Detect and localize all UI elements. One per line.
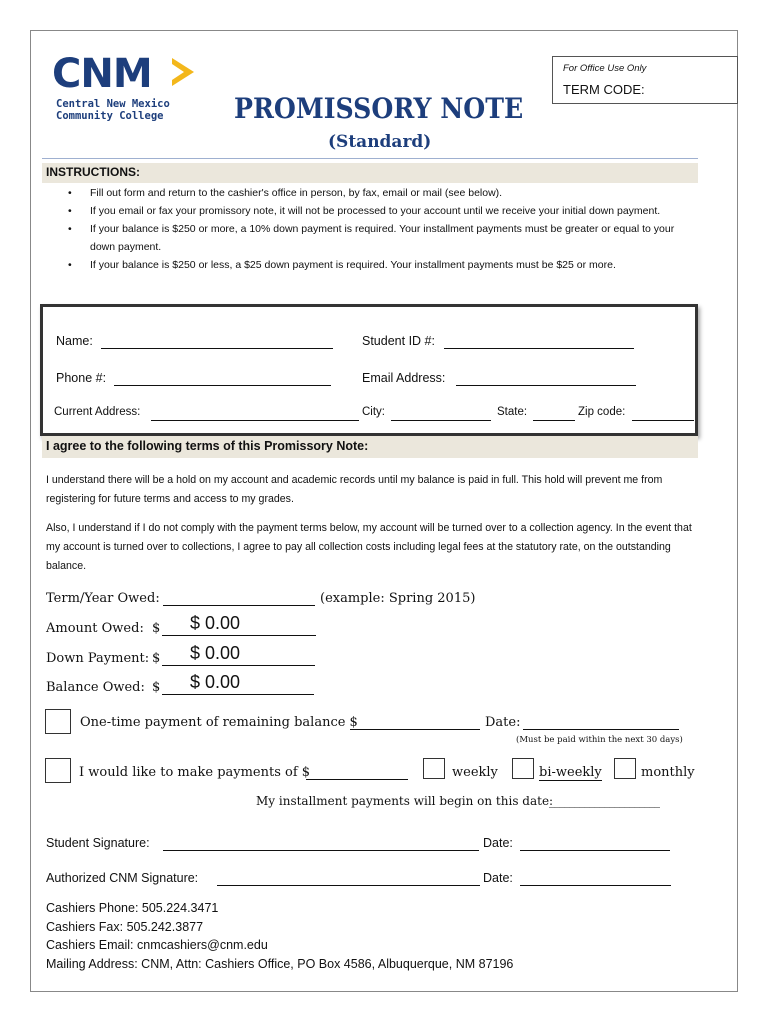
installment-label: I would like to make payments of $: [79, 765, 311, 780]
phone-field[interactable]: [114, 385, 331, 386]
term-year-field[interactable]: [163, 605, 315, 606]
student-id-label: Student ID #:: [362, 334, 435, 348]
email-field[interactable]: [456, 385, 636, 386]
cashiers-fax: Cashiers Fax: 505.242.3877: [46, 920, 204, 934]
instruction-item: • If you email or fax your promissory note, it will not be processed to your account until we receive your initial down payment.: [64, 202, 684, 220]
installment-amount-field[interactable]: [306, 779, 408, 780]
page-title: PROMISSORY NOTE: [234, 92, 524, 125]
instruction-item: • If your balance is $250 or less, a $25 down payment is required. Your installment payments must be $25 or more.: [64, 256, 684, 274]
down-payment-label: Down Payment:: [46, 651, 150, 666]
amount-owed-label: Amount Owed:: [46, 621, 144, 636]
terms-paragraph-2: Also, I understand if I do not comply with the payment terms below, my account will be turned over to a collection agency. In the event that my account is turned over to collections, I agree to pay all collection costs including legal fees at the statutory rate, on the outstanding balance.: [46, 522, 692, 572]
balance-owed-label: Balance Owed:: [46, 680, 145, 695]
one-time-checkbox[interactable]: [45, 709, 71, 734]
current-address-label: Current Address:: [54, 406, 141, 418]
instructions-heading: INSTRUCTIONS:: [46, 165, 140, 179]
biweekly-checkbox[interactable]: [512, 758, 534, 779]
term-code-field[interactable]: TERM CODE:: [563, 82, 645, 97]
instruction-item: • If your balance is $250 or more, a 10% down payment is required. Your installment payments must be greater or equal to your down payment.: [64, 220, 684, 256]
authorized-sig-date-field[interactable]: [520, 885, 671, 886]
monthly-label: monthly: [641, 765, 695, 780]
term-example: (example: Spring 2015): [320, 591, 476, 606]
logo-subtitle: Central New Mexico Community College: [56, 98, 170, 122]
authorized-signature-label: Authorized CNM Signature:: [46, 871, 199, 885]
down-payment-value[interactable]: $ 0.00: [190, 643, 241, 663]
agree-heading: I agree to the following terms of this Promissory Note:: [46, 439, 369, 453]
balance-owed-value[interactable]: $ 0.00: [190, 672, 241, 692]
amount-owed-value[interactable]: $ 0.00: [190, 613, 241, 633]
zip-field[interactable]: [632, 420, 694, 421]
balance-owed-dollar: $: [152, 680, 161, 695]
balance-owed-line: [162, 694, 314, 695]
down-payment-dollar: $: [152, 651, 161, 666]
amount-owed-line: [162, 635, 316, 636]
one-time-date-field[interactable]: [523, 729, 679, 730]
mailing-address: Mailing Address: CNM, Attn: Cashiers Office, PO Box 4586, Albuquerque, NM 87196: [46, 957, 514, 971]
authorized-sig-date-label: Date:: [483, 871, 513, 885]
one-time-amount-field[interactable]: [350, 729, 480, 730]
down-payment-line: [162, 665, 315, 666]
phone-label: Phone #:: [56, 371, 107, 385]
terms-paragraph-1: I understand there will be a hold on my account and academic records until my balance is paid in full. This hold will prevent me from registering for future terms and access to my grades.: [46, 474, 663, 505]
student-id-field[interactable]: [444, 348, 634, 349]
city-label: City:: [362, 406, 385, 418]
authorized-signature-field[interactable]: [217, 885, 480, 886]
biweekly-underline: [539, 780, 602, 781]
title-divider: [42, 158, 698, 159]
name-field[interactable]: [101, 348, 333, 349]
installment-begin-label: My installment payments will begin on this date:: [256, 794, 554, 808]
weekly-label: weekly: [452, 765, 498, 780]
cnm-logo-text: CNM: [52, 51, 152, 97]
one-time-date-label: Date:: [485, 715, 521, 730]
current-address-field[interactable]: [151, 420, 359, 421]
amount-owed-dollar: $: [152, 621, 161, 636]
biweekly-label: bi-weekly: [539, 765, 602, 780]
name-label: Name:: [56, 334, 93, 348]
installment-begin-field[interactable]: ______________________: [549, 794, 659, 808]
installment-checkbox[interactable]: [45, 758, 71, 783]
zip-label: Zip code:: [578, 406, 626, 418]
one-time-label: One-time payment of remaining balance $: [80, 715, 358, 730]
office-use-label: For Office Use Only: [563, 63, 647, 74]
student-signature-label: Student Signature:: [46, 836, 150, 850]
email-label: Email Address:: [362, 371, 446, 385]
cashiers-phone: Cashiers Phone: 505.224.3471: [46, 901, 219, 915]
instructions-band: [42, 163, 698, 183]
student-signature-field[interactable]: [163, 850, 479, 851]
state-label: State:: [497, 406, 528, 418]
cashiers-email[interactable]: Cashiers Email: cnmcashiers@cnm.edu: [46, 938, 268, 952]
logo-arrow-inner: [172, 64, 184, 80]
city-field[interactable]: [391, 420, 491, 421]
monthly-checkbox[interactable]: [614, 758, 636, 779]
student-sig-date-field[interactable]: [520, 850, 670, 851]
weekly-checkbox[interactable]: [423, 758, 445, 779]
instructions-list: [64, 184, 684, 274]
state-field[interactable]: [533, 420, 575, 421]
one-time-note: (Must be paid within the next 30 days): [516, 735, 683, 745]
student-sig-date-label: Date:: [483, 836, 513, 850]
page-subtitle: (Standard): [328, 132, 432, 152]
instruction-item: • Fill out form and return to the cashier's office in person, by fax, email or mail (see below).: [64, 184, 684, 202]
term-year-label: Term/Year Owed:: [46, 591, 160, 606]
